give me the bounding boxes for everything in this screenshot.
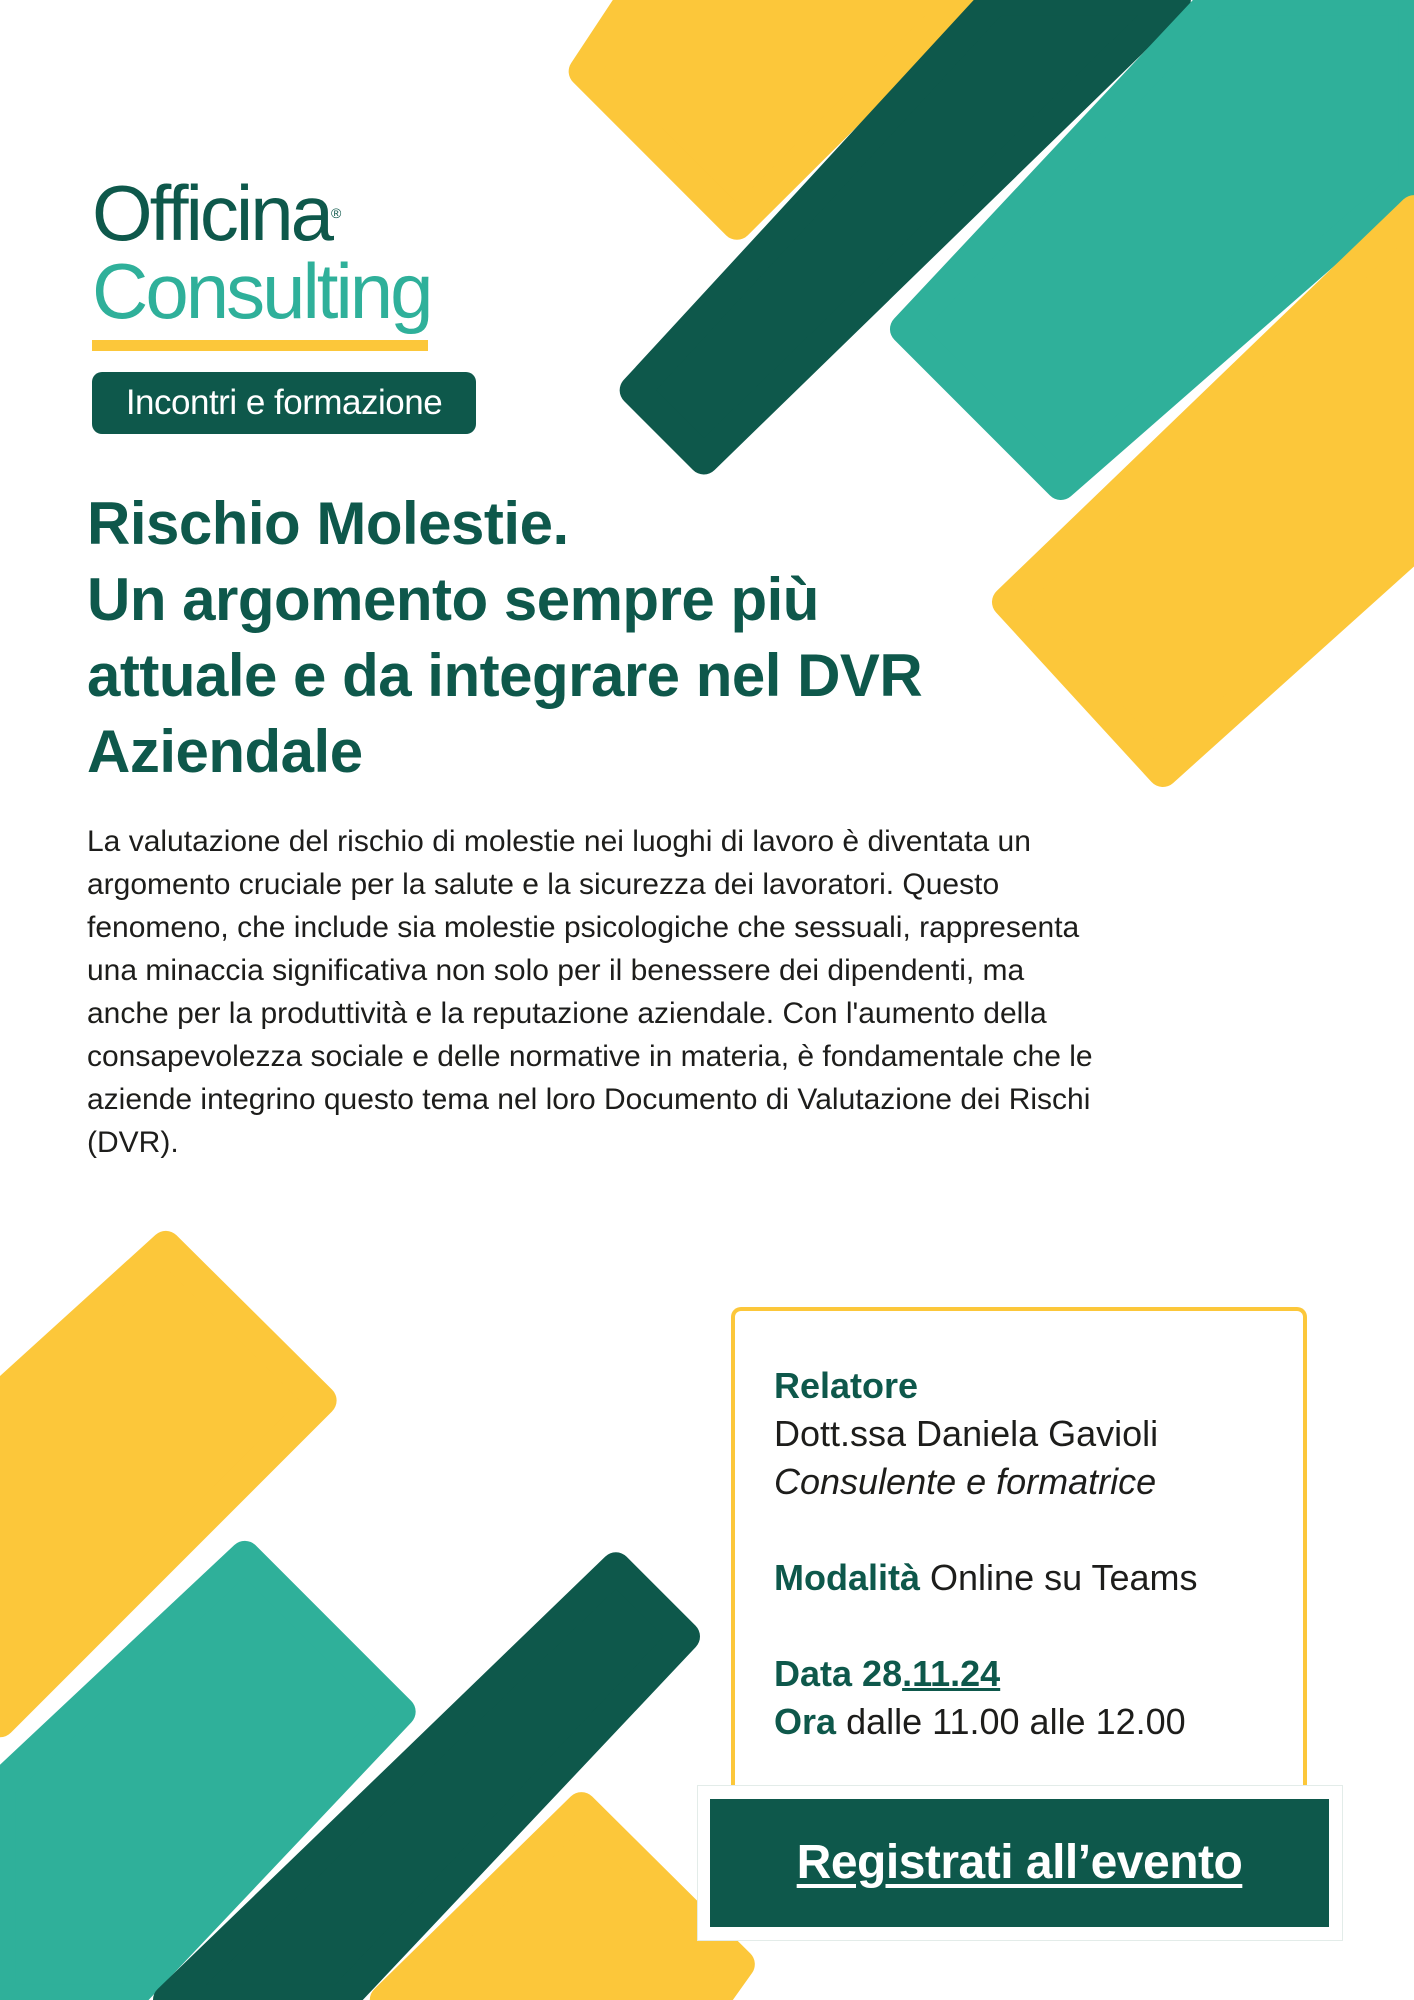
date-label: Data	[774, 1653, 853, 1694]
officina-consulting-logo	[92, 168, 492, 368]
title-line: Un argomento sempre più	[87, 566, 819, 633]
page-title	[87, 486, 1087, 790]
logo-line-2: Consulting	[92, 247, 431, 335]
title-line: Aziendale	[87, 718, 363, 785]
title-line: attuale e da integrare nel DVR	[87, 642, 923, 709]
speaker-label: Relatore	[774, 1365, 919, 1406]
date-day: 28	[862, 1653, 903, 1694]
title-line: Rischio Molestie.	[87, 490, 569, 557]
date-link[interactable]: .11.24	[902, 1653, 1001, 1694]
registered-mark: ®	[331, 205, 342, 221]
mode-label: Modalità	[774, 1557, 921, 1598]
speaker-role: Consulente e formatrice	[774, 1461, 1157, 1502]
event-info	[774, 1362, 1198, 1746]
speaker-name: Dott.ssa Daniela Gavioli	[774, 1413, 1159, 1454]
logo-line-1: Officina	[92, 169, 332, 257]
mode-value: Online su Teams	[930, 1557, 1198, 1598]
category-badge: Incontri e formazione	[92, 372, 476, 434]
register-button[interactable]: Registrati all’evento	[710, 1799, 1329, 1927]
time-value: dalle 11.00 alle 12.00	[846, 1701, 1186, 1742]
date-row	[774, 1650, 1198, 1698]
mode-row	[774, 1554, 1198, 1602]
time-row	[774, 1698, 1198, 1746]
time-label: Ora	[774, 1701, 837, 1742]
logo-underline-bar	[92, 340, 428, 351]
description-paragraph: La valutazione del rischio di molestie nei luoghi di lavoro è diventata un argomento cruciale per la salute e la sicurezza dei lavoratori. Questo fenomeno, che include sia molestie psicologiche che sessuali, rappresenta una minaccia significativa non solo per il benessere dei dipendenti, ma anche per la produttività e la reputazione aziendale. Con l'aumento della consapevolezza sociale e delle normative in materia, è fondamentale che le aziende integrino questo tema nel loro Documento di Valutazione dei Rischi (DVR).	[87, 825, 1093, 1159]
